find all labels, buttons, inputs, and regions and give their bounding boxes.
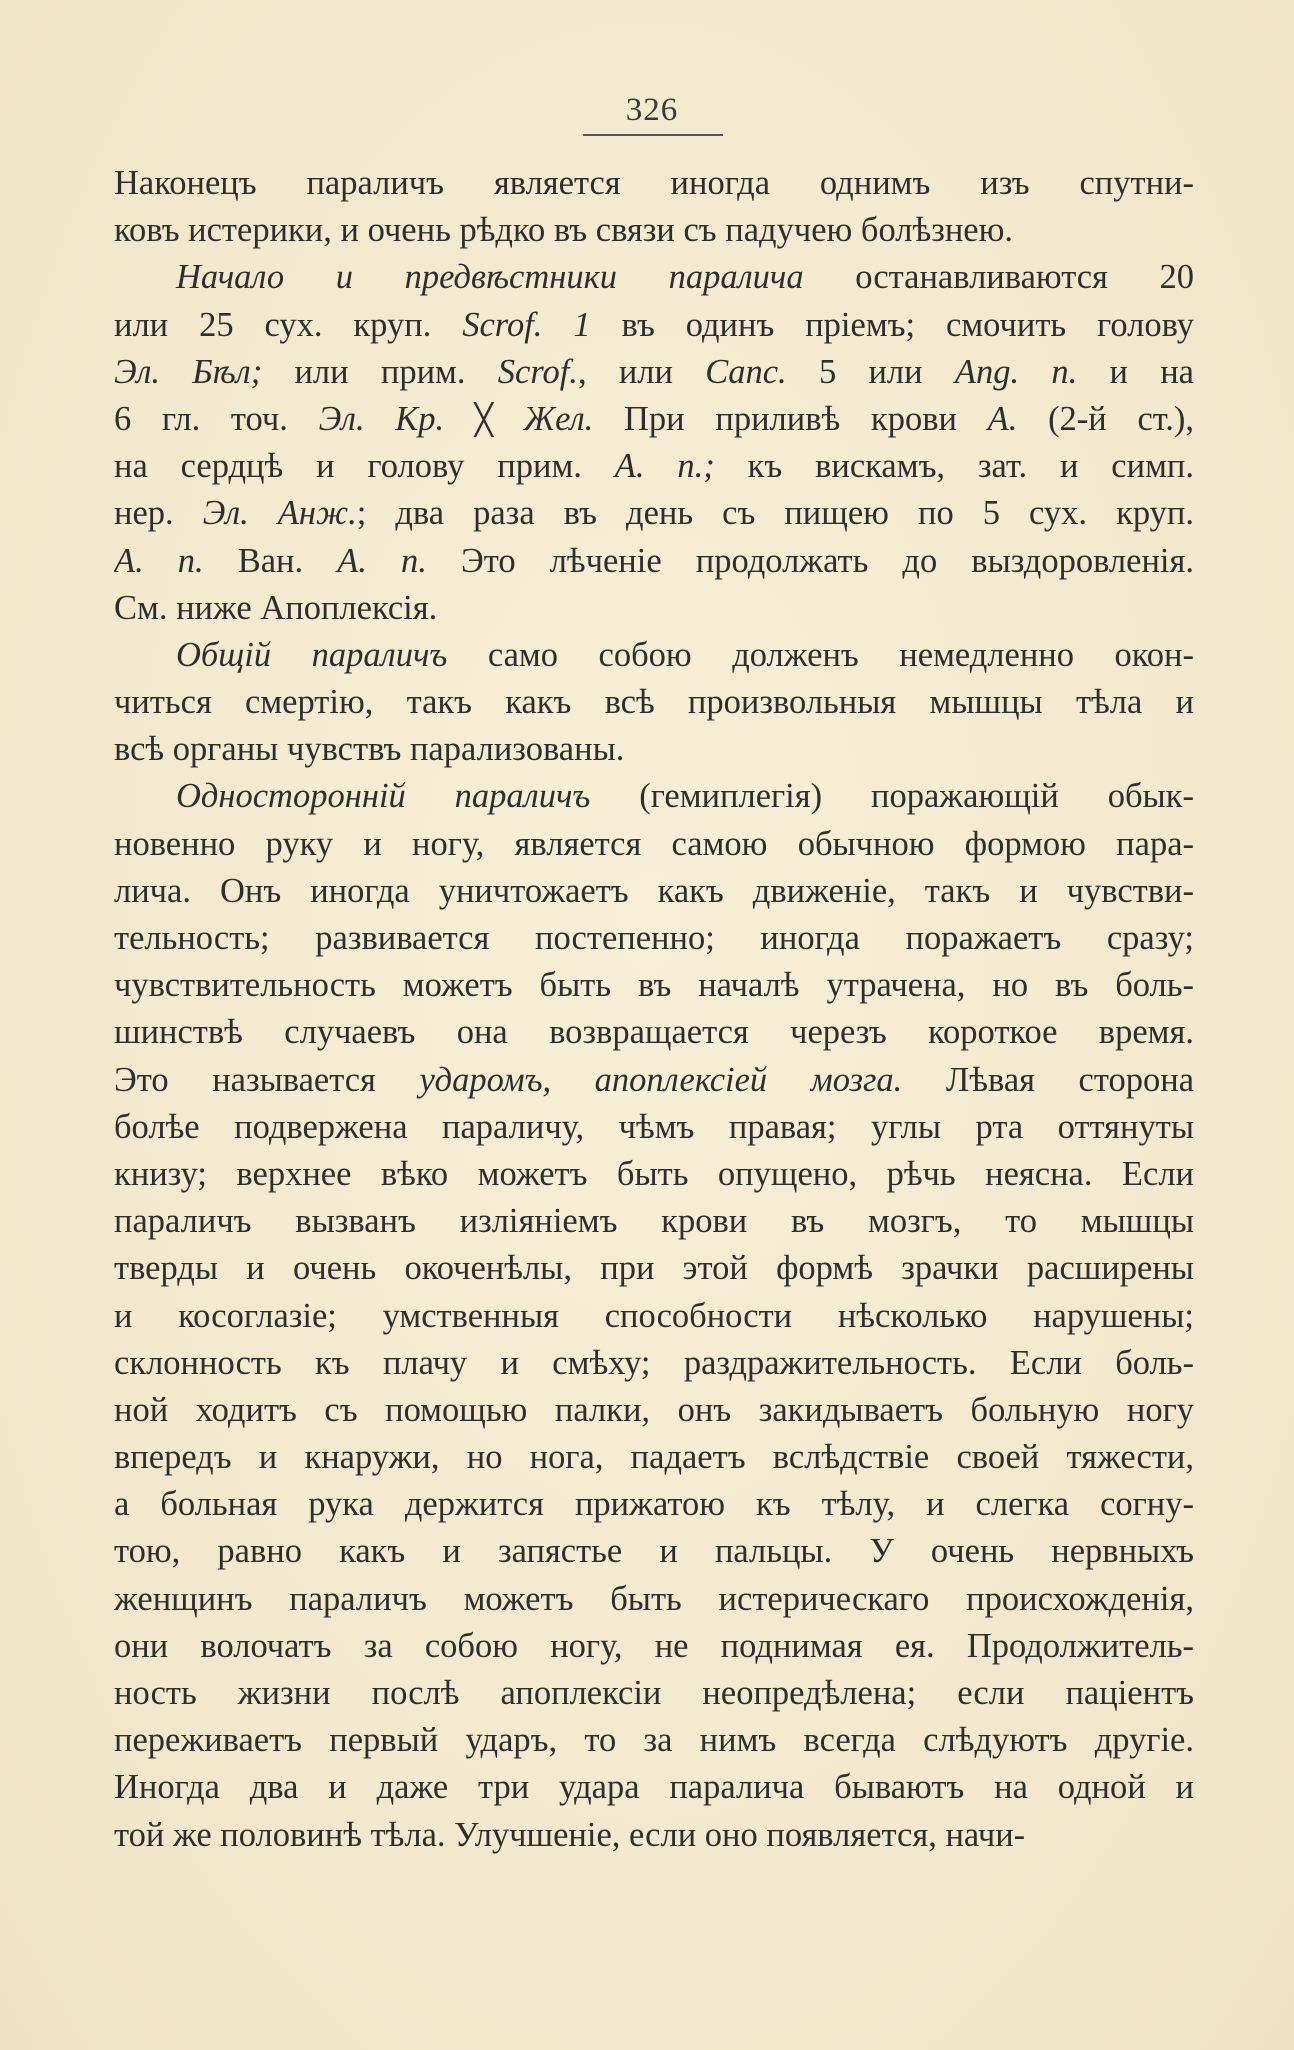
text-line <box>114 962 1194 1009</box>
text-line <box>114 915 1194 962</box>
text-line <box>114 821 1194 868</box>
text-segment: Это лѣченіе продолжать до выздоровленія. <box>426 541 1194 580</box>
italic-text: Scrof. <box>497 352 578 391</box>
italic-text: Canc. <box>705 352 787 391</box>
italic-text: А. n.; <box>614 447 715 486</box>
text-line <box>114 207 1194 254</box>
text-segment: Лѣвая сторона <box>902 1060 1194 1099</box>
text-segment: (гемиплегія) поражающій обык- <box>590 777 1194 816</box>
text-segment: 6 гл. точ. <box>114 399 319 438</box>
text-segment: Иногда два и даже три удара паралича бываютъ на одной и <box>114 1768 1194 1807</box>
cross-symbol: ╳ <box>474 402 493 438</box>
text-line <box>114 443 1194 490</box>
text-line <box>114 1481 1194 1528</box>
text-segment: ной ходитъ съ помощью палки, онъ закидываетъ больную ногу <box>114 1390 1194 1429</box>
text-segment: женщинъ параличъ можетъ быть истерическаго происхожденія, <box>114 1579 1194 1618</box>
text-segment: тельность; развивается постепенно; иногда поражаетъ сразу; <box>114 919 1194 957</box>
text-line <box>114 1812 1194 1859</box>
italic-text: А. <box>987 399 1018 438</box>
text-segment: на сердцѣ и голову прим. <box>114 447 615 486</box>
text-segment: той же половинѣ тѣла. Улучшеніе, если оно появляется, начи- <box>114 1815 1026 1854</box>
text-line <box>114 1623 1194 1670</box>
italic-text: ударомъ, апоплексіей мозга. <box>419 1060 903 1099</box>
text-segment: чувствительность можетъ быть въ началѣ утрачена, но въ боль- <box>114 966 1194 1005</box>
text-segment: Это называется <box>114 1060 420 1099</box>
text-segment: ковъ истерики, и очень рѣдко въ связи съ падучею болѣзнею. <box>114 211 1014 250</box>
italic-text: Общій параличъ <box>176 635 448 674</box>
text-line <box>114 1387 1194 1434</box>
paragraph <box>114 254 1194 632</box>
text-segment: тою, равно какъ и запястье и пальцы. У очень нервныхъ <box>114 1532 1194 1571</box>
text-segment: само собою долженъ немедленно окон- <box>447 635 1194 674</box>
text-segment: 5 или <box>786 352 955 391</box>
italic-text: Scrof. 1 <box>462 305 591 344</box>
text-segment <box>444 400 475 438</box>
text-line <box>114 868 1194 915</box>
text-line <box>114 726 1194 773</box>
text-line <box>114 585 1194 632</box>
text-segment: параличъ вызванъ изліяніемъ крови въ мозгъ, то мышцы <box>114 1202 1194 1241</box>
text-segment: останавливаются 20 <box>803 258 1194 297</box>
text-line <box>114 1340 1194 1387</box>
italic-text: А. n. <box>114 541 204 580</box>
body-text <box>114 160 1194 1859</box>
italic-text: Односторонній параличъ <box>176 777 591 816</box>
text-segment: склонность къ плачу и смѣху; раздражительность. Если боль- <box>114 1343 1194 1382</box>
paragraph <box>114 632 1194 774</box>
text-line <box>114 773 1194 820</box>
text-segment: впередъ и кнаружи, но нога, падаетъ вслѣдствіе своей тяжести, <box>114 1438 1194 1477</box>
text-segment: и косоглазіе; умственныя способности нѣсколько нарушены; <box>114 1296 1194 1335</box>
italic-text: Эл. Кр. <box>318 399 445 438</box>
text-segment: и на <box>1077 352 1194 391</box>
text-segment: Ван. <box>203 541 338 580</box>
text-line <box>114 302 1194 349</box>
text-line <box>114 1151 1194 1198</box>
text-segment: переживаетъ первый ударъ, то за нимъ всегда слѣдуютъ другіе. <box>114 1721 1194 1760</box>
text-line <box>114 1057 1194 1104</box>
text-line <box>114 1670 1194 1717</box>
text-line <box>114 1245 1194 1292</box>
text-segment: См. ниже Апоплексія. <box>114 588 438 627</box>
text-segment: или прим. <box>262 352 498 391</box>
text-segment: или 25 сух. круп. <box>114 305 463 344</box>
text-segment: всѣ органы чувствъ парализованы. <box>114 730 625 769</box>
text-line <box>114 349 1194 396</box>
text-segment: При приливѣ крови <box>593 399 988 438</box>
text-segment: ; два раза въ день съ пищею по 5 сух. круп. <box>356 494 1194 533</box>
text-line <box>114 1528 1194 1575</box>
text-segment: къ вискамъ, зат. и симп. <box>714 447 1194 486</box>
text-segment: книзу; верхнее вѣко можетъ быть опущено, рѣчь неясна. Если <box>114 1154 1194 1193</box>
text-line <box>114 1717 1194 1764</box>
text-line <box>114 490 1194 537</box>
page-number-rule <box>583 134 723 136</box>
text-line <box>114 1104 1194 1151</box>
text-line <box>114 1576 1194 1623</box>
italic-text: Эл. Бѣл; <box>114 352 263 391</box>
italic-text: Начало и предвѣстники паралича <box>176 258 804 297</box>
text-line <box>114 1293 1194 1340</box>
italic-text: Ang. n. <box>954 352 1078 391</box>
text-segment: (2-й ст.), <box>1017 399 1194 438</box>
text-segment: Наконецъ параличъ является иногда однимъ изъ спутни- <box>114 164 1194 202</box>
text-segment: шинствѣ случаевъ она возвращается черезъ короткое время. <box>114 1013 1194 1052</box>
text-segment: лича. Онъ иногда уничтожаетъ какъ движеніе, такъ и чувстви- <box>114 871 1194 910</box>
text-segment: читься смертію, такъ какъ всѣ произвольныя мышцы тѣла и <box>114 683 1194 722</box>
text-segment: ность жизни послѣ апоплексіи неопредѣлена; если паціентъ <box>114 1674 1194 1712</box>
text-line <box>114 160 1194 207</box>
text-line <box>114 1198 1194 1245</box>
text-line <box>114 1434 1194 1481</box>
text-line <box>114 538 1194 585</box>
text-line <box>114 632 1194 679</box>
paragraph <box>114 773 1194 1858</box>
page-number: 326 <box>625 92 679 128</box>
italic-text: Эл. Анж. <box>202 494 357 533</box>
text-segment: тверды и очень окоченѣлы, при этой формѣ зрачки расширены <box>114 1249 1194 1288</box>
text-line <box>114 679 1194 726</box>
text-segment: они волочатъ за собою ногу, не поднимая ея. Продолжитель- <box>114 1626 1194 1665</box>
text-line <box>114 396 1194 443</box>
text-segment: новенно руку и ногу, является самою обычною формою пара- <box>114 824 1194 863</box>
text-line <box>114 1764 1194 1811</box>
text-line <box>114 254 1194 301</box>
italic-text: А. n. <box>337 541 427 580</box>
text-line <box>114 1009 1194 1056</box>
text-segment: нер. <box>114 494 203 533</box>
italic-text: Жел. <box>523 399 594 438</box>
text-segment: а больная рука держится прижатою къ тѣлу, и слегка согну- <box>114 1485 1194 1524</box>
text-segment: , или <box>577 352 706 391</box>
text-segment: болѣе подвержена параличу, чѣмъ правая; углы рта оттянуты <box>114 1107 1194 1146</box>
paragraph <box>114 160 1194 254</box>
text-segment: въ одинъ пріемъ; смочить голову <box>590 305 1194 344</box>
text-segment <box>493 400 524 438</box>
